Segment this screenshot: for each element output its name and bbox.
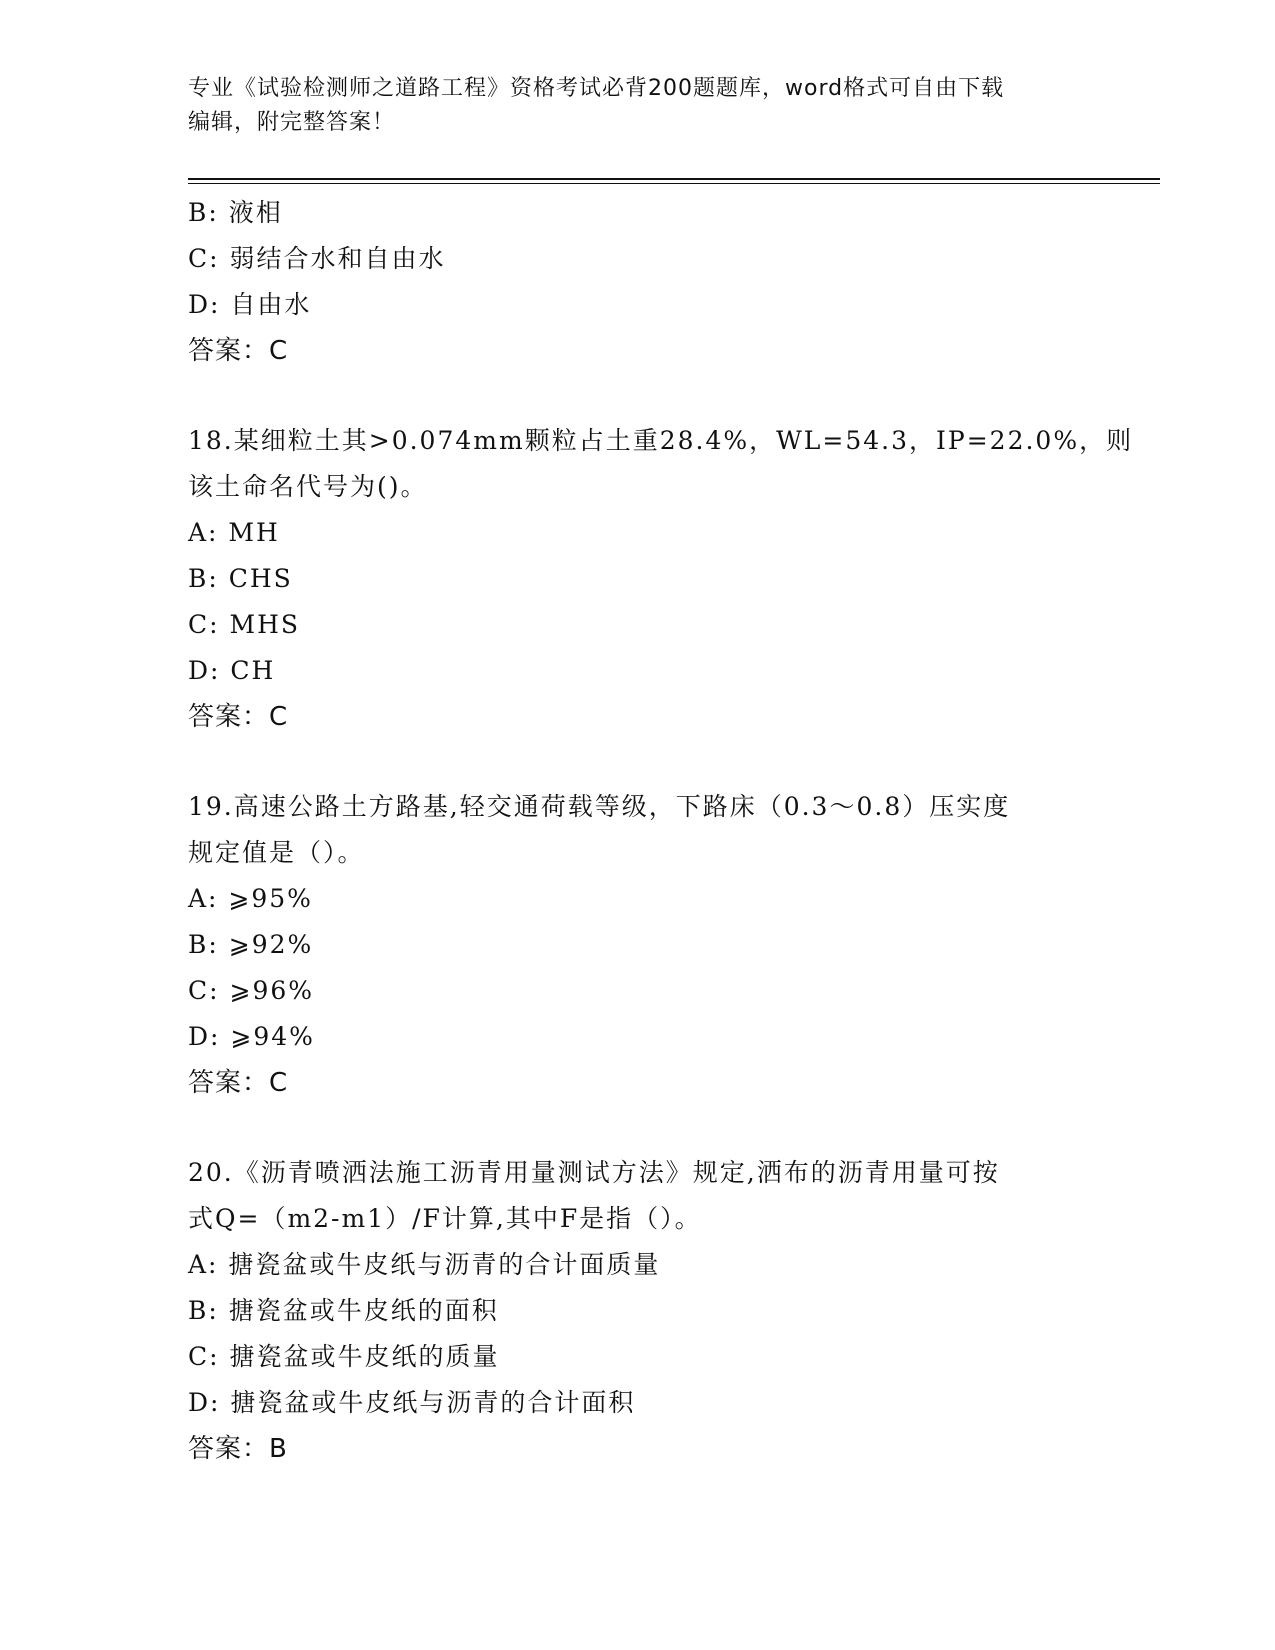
option-a: A: 搪瓷盆或牛皮纸与沥青的合计面质量 — [188, 1250, 661, 1279]
question-19 — [188, 784, 1088, 1106]
option-d: D: 自由水 — [188, 290, 312, 319]
option-c: C: 搪瓷盆或牛皮纸的质量 — [188, 1342, 500, 1371]
document-body — [188, 190, 1134, 1472]
option-d: D: CH — [188, 656, 276, 685]
question-18 — [188, 418, 1134, 740]
question-stem-line-1: 20.《沥青喷洒法施工沥青用量测试方法》规定,洒布的沥青用量可按 — [188, 1158, 1000, 1187]
question-17-tail — [188, 190, 1088, 374]
answer-line: 答案：B — [188, 1434, 288, 1464]
question-stem-line-1: 18.某细粒土其>0.074mm颗粒占土重28.4%，WL=54.3，IP=22.0%，则 — [188, 426, 1134, 455]
option-d: D: ⩾94% — [188, 1022, 315, 1051]
option-b: B: 液相 — [188, 198, 283, 227]
option-b: B: CHS — [188, 564, 293, 593]
answer-line: 答案：C — [188, 336, 289, 366]
option-b: B: 搪瓷盆或牛皮纸的面积 — [188, 1296, 499, 1325]
question-stem-line-2: 式Q=（m2-m1）/F计算,其中F是指（）。 — [188, 1204, 702, 1233]
question-20 — [188, 1150, 1088, 1472]
spacer — [188, 740, 1088, 784]
spacer — [188, 1106, 1088, 1150]
option-d: D: 搪瓷盆或牛皮纸与沥青的合计面积 — [188, 1388, 636, 1417]
spacer — [188, 374, 1088, 418]
document-header — [188, 72, 1088, 140]
answer-line: 答案：C — [188, 702, 289, 732]
header-divider-thick — [188, 178, 1160, 180]
option-a: A: MH — [188, 518, 280, 547]
question-stem-line-2: 规定值是（）。 — [188, 838, 365, 867]
option-c: C: MHS — [188, 610, 301, 639]
header-line-2: 编辑，附完整答案！ — [188, 110, 396, 135]
question-stem-line-2: 该土命名代号为()。 — [188, 472, 428, 501]
option-c: C: ⩾96% — [188, 976, 315, 1005]
header-line-1: 专业《试验检测师之道路工程》资格考试必背200题题库，word格式可自由下载 — [188, 76, 1005, 101]
header-divider-thin — [188, 183, 1160, 184]
option-b: B: ⩾92% — [188, 930, 314, 959]
question-stem-line-1: 19.高速公路土方路基,轻交通荷载等级，下路床（0.3～0.8）压实度 — [188, 792, 1011, 821]
option-a: A: ⩾95% — [188, 884, 313, 913]
option-c: C: 弱结合水和自由水 — [188, 244, 446, 273]
answer-line: 答案：C — [188, 1068, 289, 1098]
